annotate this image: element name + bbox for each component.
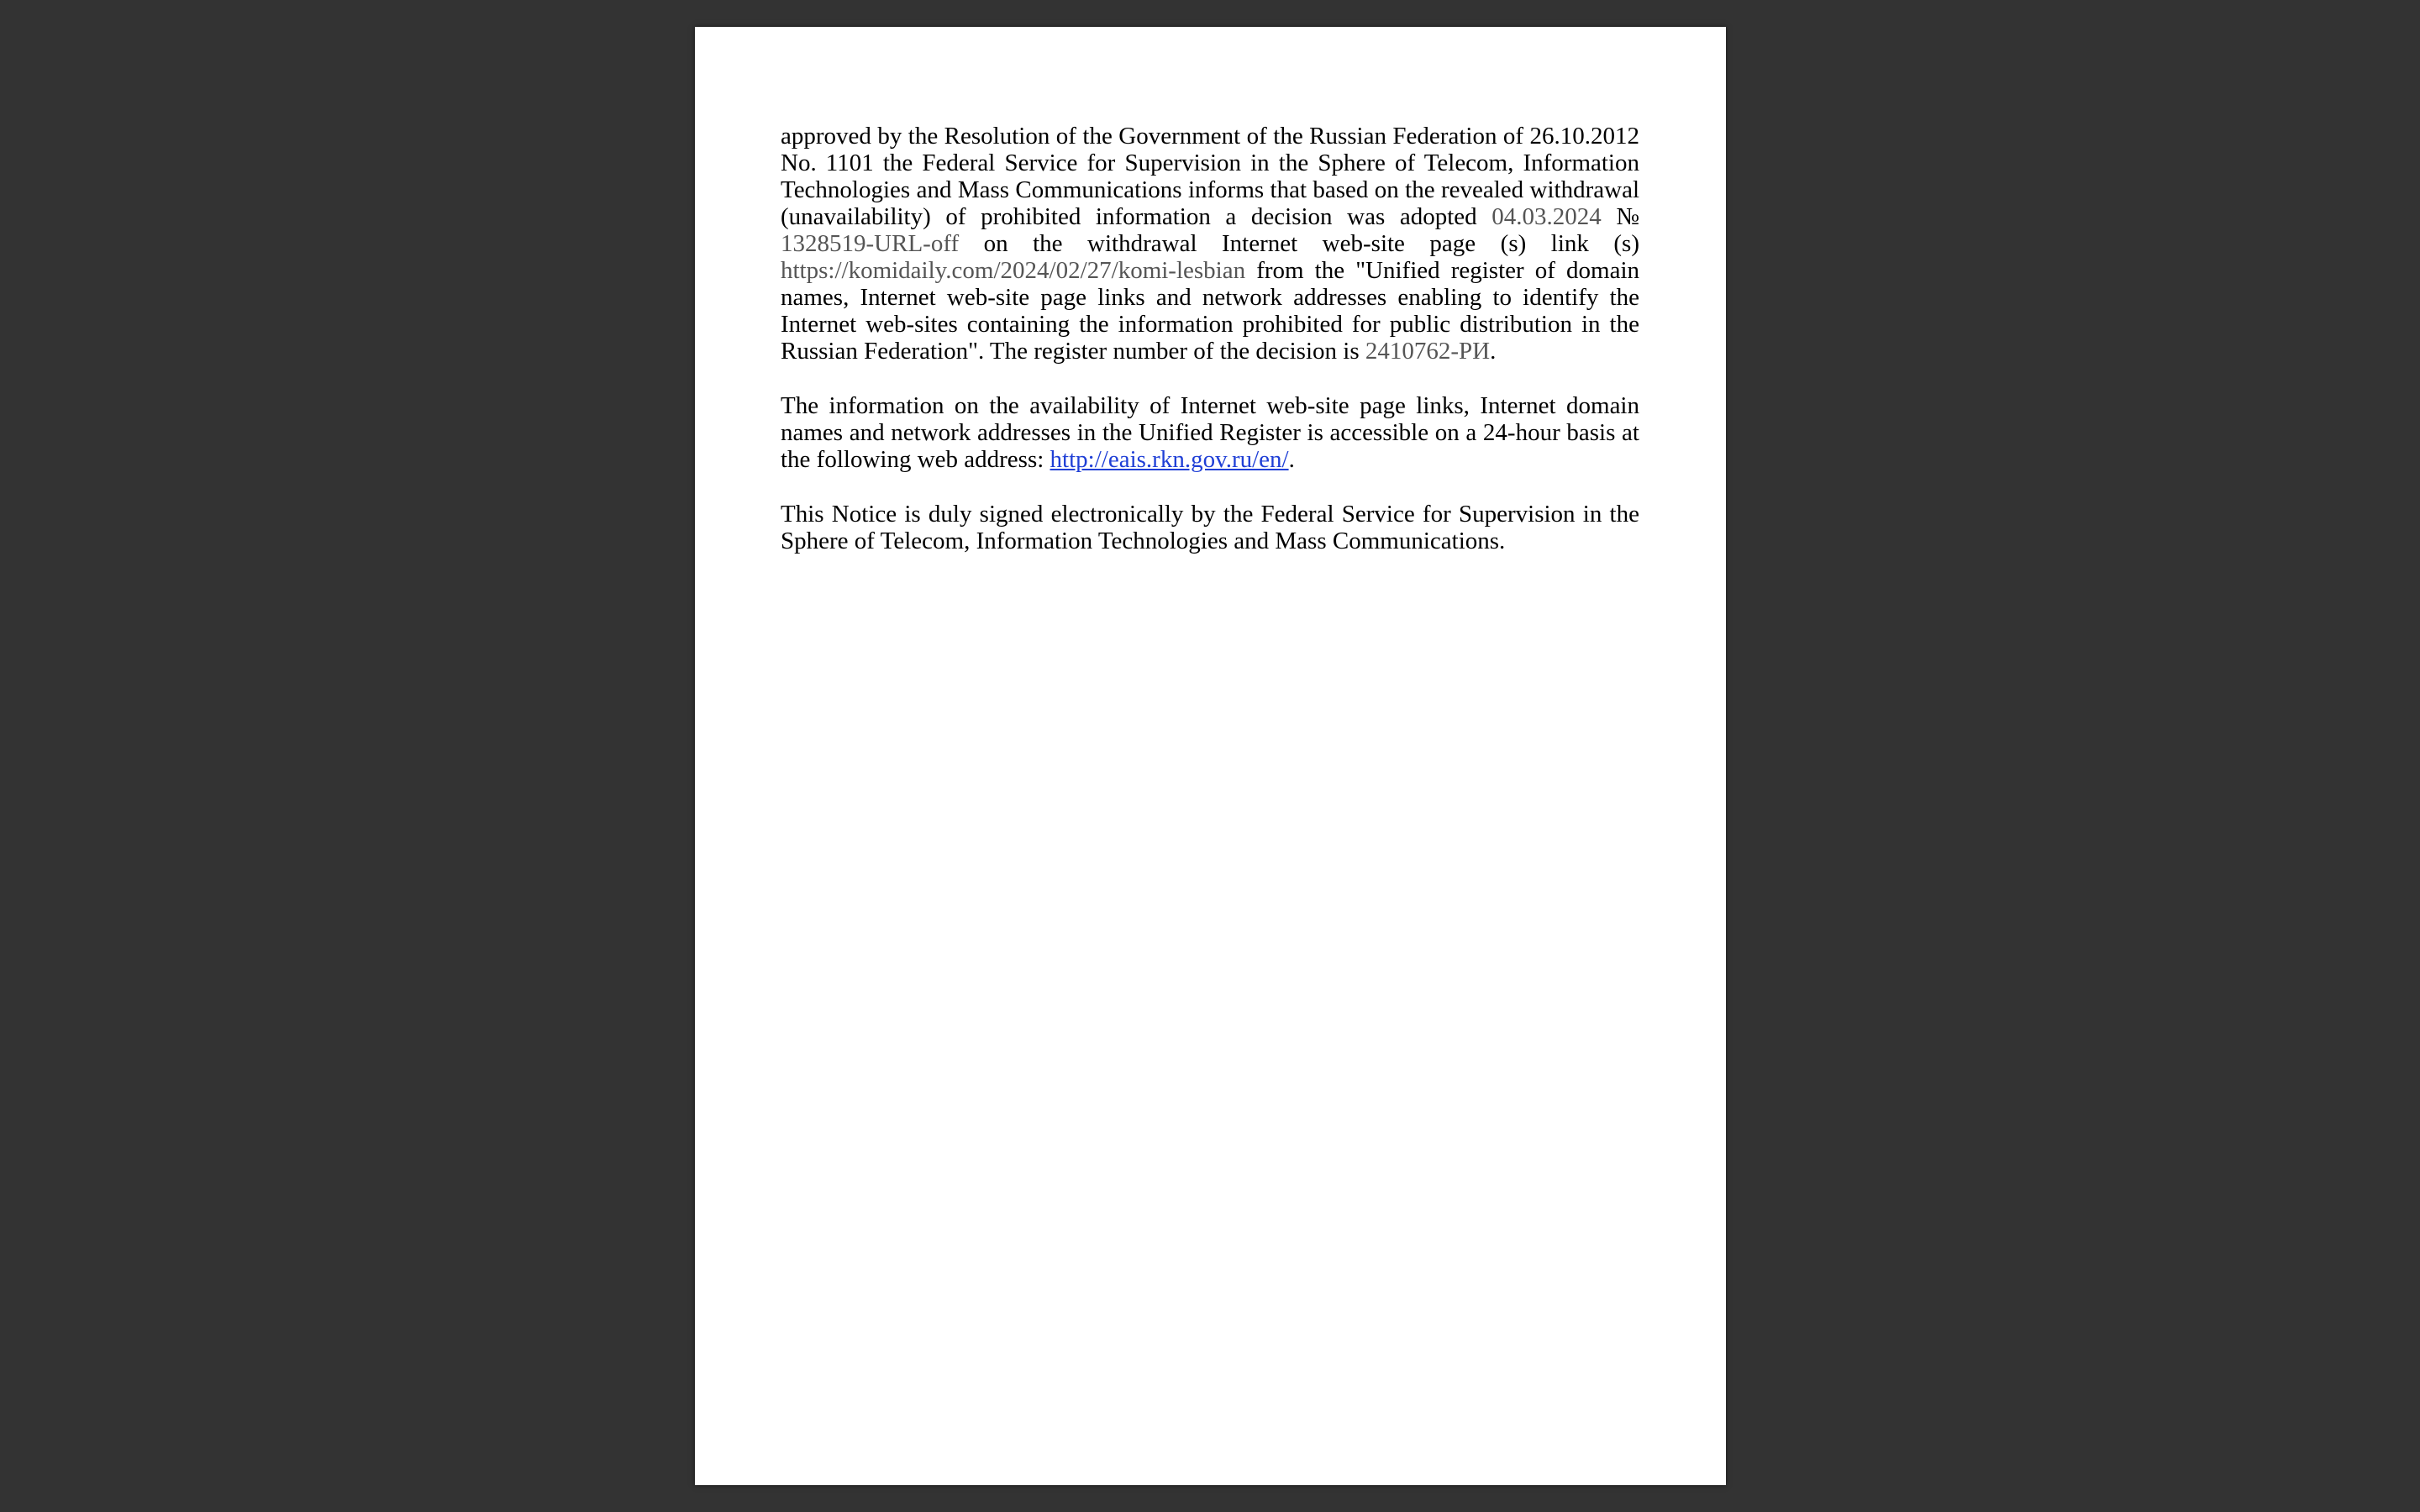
signature-notice-paragraph: This Notice is duly signed electronically by the Federal Service for Supervision in the Sphere of Telecom, Information Technologies and Mass Communications.	[781, 501, 1639, 554]
register-info-end: .	[1288, 446, 1295, 473]
decision-number: 1328519-URL-off	[781, 230, 960, 257]
decision-text-e: .	[1490, 338, 1497, 365]
decision-text-a: approved by the Resolution of the Government of the Russian Federation of 26.10.2012 No. 1101 the Federal Service for Supervision in the Sphere of Telecom, Information Technologies and Mass Communications informs that based on the revealed withdrawal (unavailability) of prohibited information a decision was adopted	[781, 123, 1639, 230]
blocked-url: https://komidaily.com/2024/02/27/komi-lesbian	[781, 257, 1246, 284]
register-info-paragraph	[781, 392, 1639, 473]
document-page	[695, 27, 1726, 1485]
register-info-text: The information on the availability of Internet web-site page links, Internet domain names and network addresses in the Unified Register is accessible on a 24-hour basis at the following web address:	[781, 392, 1639, 473]
decision-date: 04.03.2024	[1491, 203, 1602, 230]
page-content	[781, 123, 1639, 582]
register-number: 2410762-РИ	[1365, 338, 1491, 365]
decision-text-d: from the "Unified register of domain names, Internet web-site page links and network addresses enabling to identify the Internet web-sites containing the information prohibited for public distribution in the Russian Federation". The register number of the decision is	[781, 257, 1639, 365]
decision-text-b: №	[1601, 203, 1639, 230]
register-link[interactable]: http://eais.rkn.gov.ru/en/	[1050, 446, 1289, 473]
decision-paragraph	[781, 123, 1639, 365]
decision-text-c: on the withdrawal Internet web-site page (s) link (s)	[959, 230, 1639, 257]
